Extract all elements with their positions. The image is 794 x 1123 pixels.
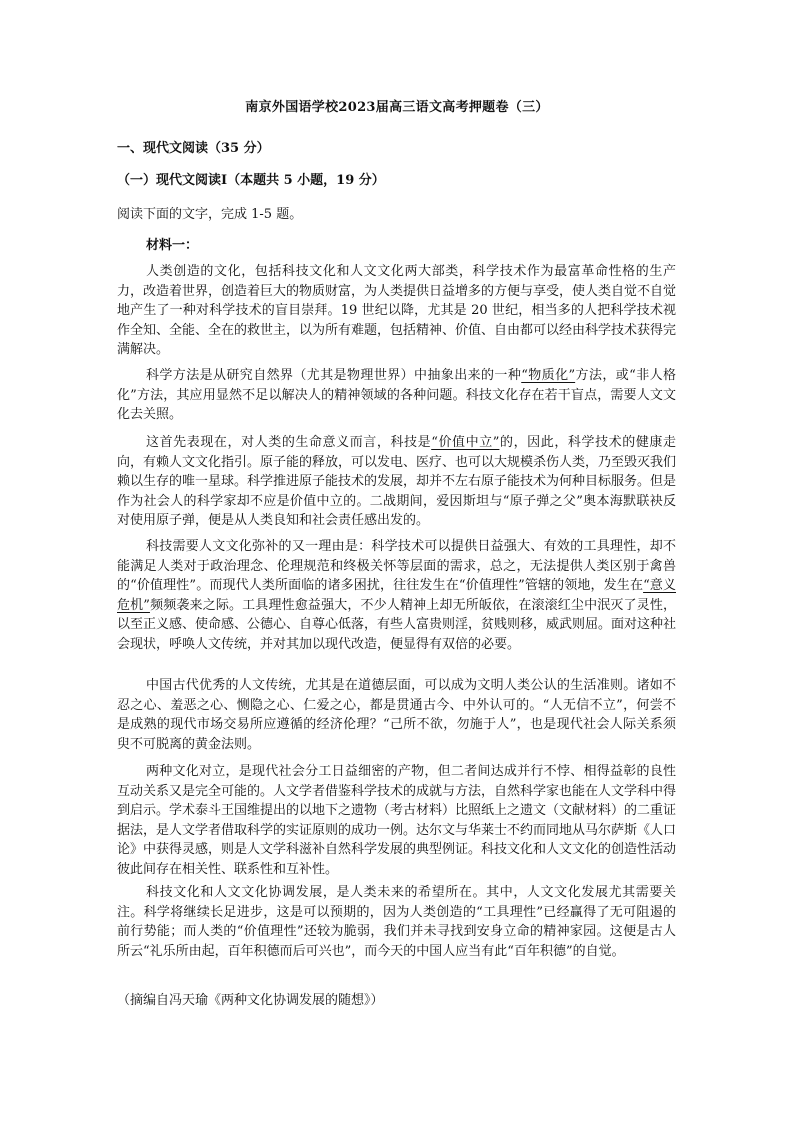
- paragraph-5: 中国古代优秀的人文传统，尤其是在道德层面，可以成为文明人类公认的生活准则。诸如不忍之心、羞恶之心、恻隐之心、仁爱之心，都是贯通古今、中外认可的。“人无信不立”，何尝不是成熟的现代市场交易所应遵循的经济伦理？“己所不欲，勿施于人”，也是现代社会人际关系须臾不可脱离的黄金法则。: [117, 678, 676, 752]
- underlined-term: “价值中立”: [431, 435, 500, 450]
- subsection-heading: （一）现代文阅读Ⅰ（本题共 5 小题，19 分）: [117, 173, 385, 188]
- source-citation: （摘编自冯天瑜《两种文化协调发展的随想》）: [117, 993, 384, 1008]
- underlined-term: “物质化”: [521, 368, 576, 383]
- paragraph-3-text-a: 这首先表现在，对人类的生命意义而言，科技是: [146, 435, 432, 450]
- paragraph-2-text-a: 科学方法是从研究自然界（尤其是物理世界）中抽象出来的一种: [146, 368, 522, 383]
- paragraph-4-text-a: 科技需要人文文化弥补的又一理由是：科学技术可以提供日益强大、有效的工具理性，却不能满足人类对于政治理念、伦理规范和终极关怀等层面的需求，总之，无法提供人类区别于禽兽的“价值理性”。而现代人类所面临的诸多困扰，往往发生在“价值理性”管辖的领地，发生在: [117, 539, 676, 593]
- paragraph-7: 科技文化和人文文化协调发展，是人类未来的希望所在。其中，人文文化发展尤其需要关注。科学将继续长足进步，这是可以预期的，因为人类创造的“工具理性”已经赢得了无可阻遏的前行势能；而人类的“价值理性”还较为脆弱，我们并未寻找到安身立命的精神家园。这便是古人所云“礼乐所由起，百年积德而后可兴也”，而今天的中国人应当有此“百年积德”的自觉。: [117, 885, 676, 959]
- paragraph-6: 两种文化对立，是现代社会分工日益细密的产物，但二者间达成并行不悖、相得益彰的良性互动关系又是完全可能的。人文学者借鉴科学技术的成就与方法，自然科学家也能在人文学科中得到启示。学术泰斗王国维提出的以地下之遗物（考古材料）比照纸上之遗文（文献材料）的二重证据法，是人文学者借取科学的实证原则的成功一例。达尔文与华莱士不约而同地从马尔萨斯《人口论》中获得灵感，则是人文学科滋补自然科学发展的典型例证。科技文化和人文文化的创造性活动彼此间存在相关性、联系性和互补性。: [117, 764, 677, 877]
- paragraph-2-text-b: 方法，或“非人格化”方法，其应用显然不足以解决人的精神领域的各种问题。科技文化存在若干盲点，需要人文文化去关照。: [117, 368, 676, 422]
- paragraph-4: [117, 537, 676, 654]
- instruction-text: 阅读下面的文字，完成 1-5 题。: [117, 207, 303, 222]
- exam-title: 南京外国语学校2023届高三语文高考押题卷（三）: [245, 100, 549, 115]
- section-heading: 一、现代文阅读（35 分）: [117, 141, 270, 156]
- paragraph-3: [117, 433, 676, 531]
- paragraph-3-text-b: 的，因此，科学技术的健康走向，有赖人文文化指引。原子能的释放，可以发电、医疗、也可以大规模杀伤人类，乃至毁灭我们赖以生存的唯一星球。科学推进原子能技术的发展，却并不左右原子能技术为何种目标服务。但是作为社会人的科学家却不应是价值中立的。二战期间，爱因斯坦与“原子弹之父”奥本海默联袂反对使用原子弹，便是从人类良知和社会责任感出发的。: [117, 435, 677, 528]
- material-label: 材料一：: [146, 238, 199, 253]
- paragraph-2: [117, 366, 676, 425]
- paragraph-4-text-b: 频频袭来之际。工具理性愈益强大，不少人精神上却无所皈依，在滚滚红尘中泯灭了灵性，以至正义感、使命感、公德心、自尊心低落，有些人富贵则淫，贫贱则移，威武则屈。面对这种社会现状，呼唤人文传统，并对其加以现代改造，便显得有双倍的必要。: [117, 597, 677, 652]
- underlined-term: “意义危机”: [117, 578, 676, 613]
- paragraph-1: 人类创造的文化，包括科技文化和人文文化两大部类，科学技术作为最富革命性格的生产力，改造着世界，创造着巨大的物质财富，为人类提供日益增多的方便与享受，使人类自觉不自觉地产生了一种对科学技术的盲目崇拜。19 世纪以降，尤其是 20 世纪，相当多的人把科学技术视作全知、全能、全在的救世主，以为所有难题，包括精神、价值、自由都可以经由科学技术获得完满解决。: [117, 264, 677, 357]
